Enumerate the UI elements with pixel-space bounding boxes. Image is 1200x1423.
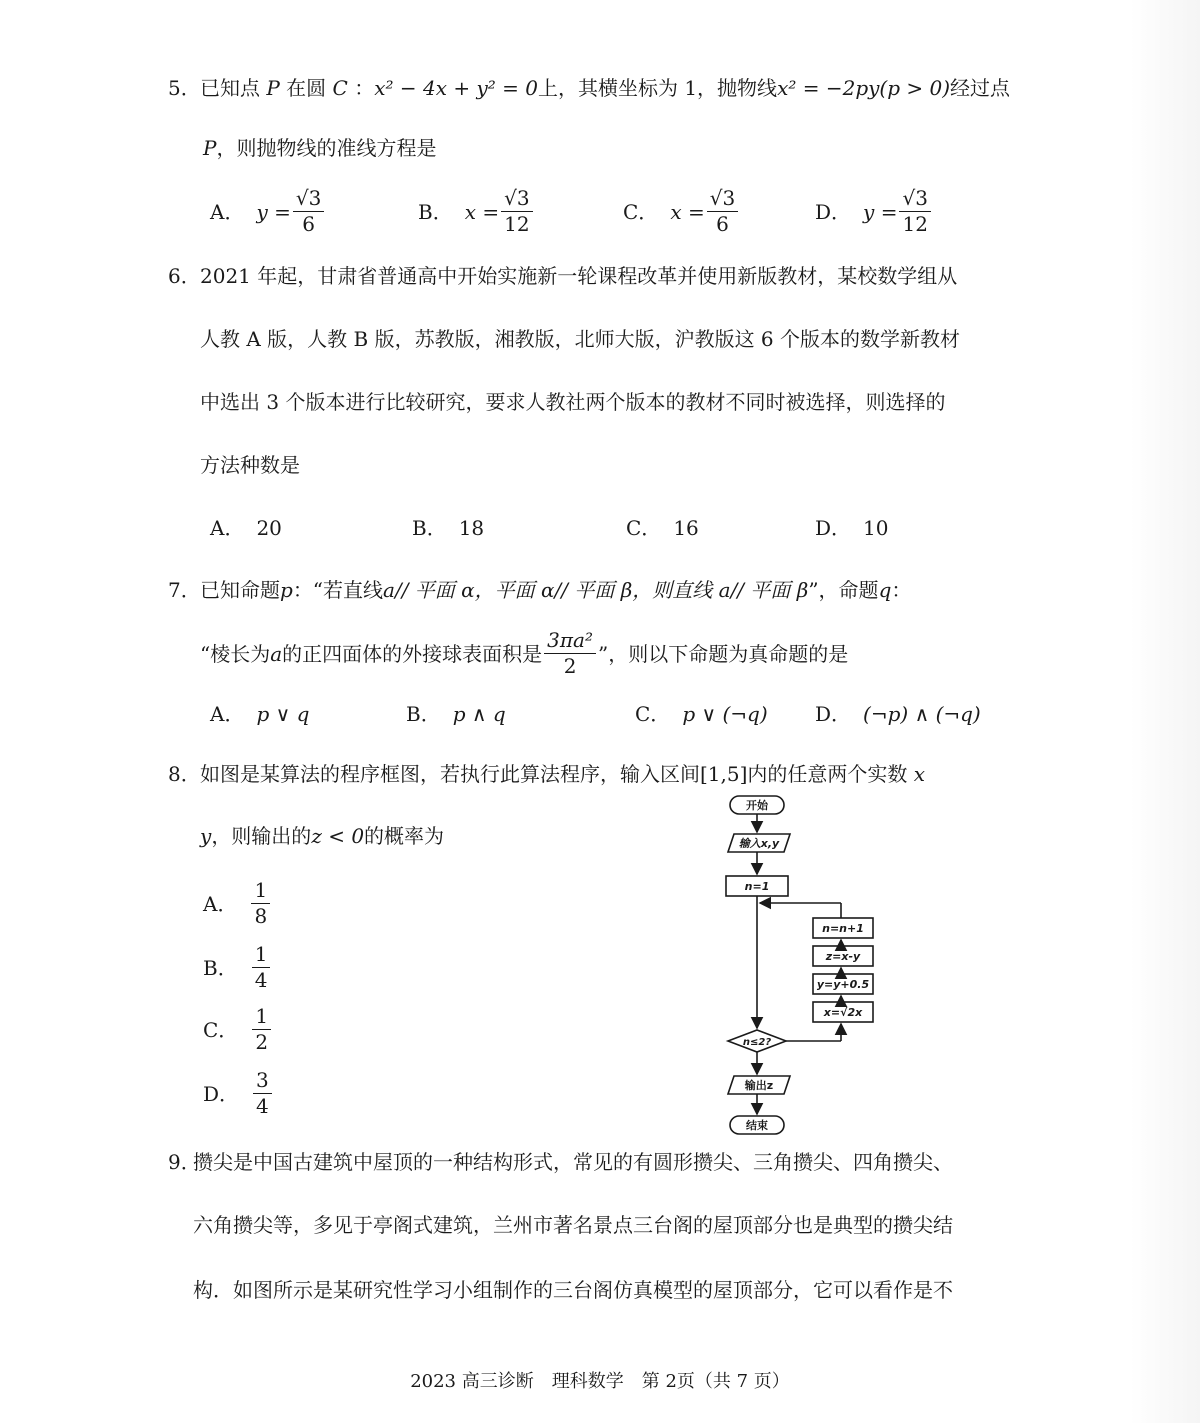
flow-decision-label: n≤2? (742, 1037, 772, 1048)
q5-line-1: 已知点 P 在圆 C ：x² − 4x + y² = 0上，其横坐标为 1，抛物线x² = −2py(p > 0)经过点 (200, 76, 1011, 100)
q7-option-b[interactable]: B． p ∧ q (406, 702, 506, 726)
flow-step2-label: z=x-y (825, 950, 861, 963)
q7-option-c[interactable]: C． p ∨ (¬q) (635, 702, 768, 726)
q9-line-1: 攒尖是中国古建筑中屋顶的一种结构形式，常见的有圆形攒尖、三角攒尖、四角攒尖、 (193, 1150, 953, 1174)
flowchart (700, 790, 920, 1140)
q6-number: 6． (168, 264, 201, 288)
q8-option-a[interactable]: A． $\frac{1}{8}$ (203, 880, 272, 927)
q5-option-b[interactable]: B． x = $\frac{√3}{12}$ (418, 188, 535, 235)
q8-option-b[interactable]: B． $\frac{1}{4}$ (203, 944, 272, 991)
q5-option-d[interactable]: D． y = $\frac{√3}{12}$ (815, 188, 933, 235)
q9-number: 9． (168, 1150, 201, 1174)
q7-option-d[interactable]: D． (¬p) ∧ (¬q) (815, 702, 981, 726)
flow-start-label: 开始 (746, 799, 768, 812)
q6-line-2: 人教 A 版，人教 B 版，苏教版，湘教版，北师大版，沪教版这 6 个版本的数学新教材 (200, 327, 961, 351)
q5-number: 5． (168, 76, 201, 100)
q5-line-2: P，则抛物线的准线方程是 (203, 136, 437, 160)
q7-line-2: “棱长为 a 的正四面体的外接球表面积是 $\frac{\text{3πa²}}{2}$ ”，则以下命题为真命题的是 (200, 628, 849, 678)
q9-line-3: 构．如图所示是某研究性学习小组制作的三台阁仿真模型的屋顶部分，它可以看作是不 (193, 1278, 953, 1302)
q6-line-1: 2021 年起，甘肃省普通高中开始实施新一轮课程改革并使用新版教材，某校数学组从 (200, 264, 958, 288)
flow-step4-label: x=√2x (823, 1006, 863, 1019)
flow-input-label: 输入x,y (738, 837, 780, 850)
q6-option-b[interactable]: B． 18 (412, 516, 485, 540)
flow-output-label: 输出z (744, 1079, 774, 1092)
flow-end-label: 结束 (746, 1119, 768, 1132)
q6-option-c[interactable]: C． 16 (626, 516, 699, 540)
q6-option-a[interactable]: A． 20 (210, 516, 282, 540)
q6-option-d[interactable]: D． 10 (815, 516, 889, 540)
page-edge-shadow (1130, 0, 1200, 1423)
q8-line-2: y，则输出的z < 0的概率为 (200, 824, 445, 848)
q8-line-1: 如图是某算法的程序框图，若执行此算法程序，输入区间[1,5]内的任意两个实数 x (200, 762, 926, 786)
q8-number: 8． (168, 762, 201, 786)
q5-option-a[interactable]: A． y = $\frac{√3}{6}$ (210, 188, 326, 235)
q8-option-d[interactable]: D． $\frac{3}{4}$ (203, 1070, 274, 1117)
q9-line-2: 六角攒尖等，多见于亭阁式建筑，兰州市著名景点三台阁的屋顶部分也是典型的攒尖结 (193, 1213, 953, 1237)
q8-option-c[interactable]: C． $\frac{1}{2}$ (203, 1006, 273, 1053)
page-footer: 2023 高三诊断 理科数学 第 2页（共 7 页） (410, 1371, 790, 1392)
q7-line-1: 已知命题p：“若直线a// 平面 α，平面 α// 平面 β，则直线 a// 平面 β”，命题q： (200, 578, 912, 602)
q7-number: 7． (168, 578, 201, 602)
q7-option-a[interactable]: A． p ∨ q (210, 702, 310, 726)
q6-line-4: 方法种数是 (200, 453, 300, 477)
flow-init-label: n=1 (744, 880, 770, 893)
flow-step3-label: y=y+0.5 (816, 978, 870, 991)
q6-line-3: 中选出 3 个版本进行比较研究，要求人教社两个版本的教材不同时被选择，则选择的 (200, 390, 946, 414)
q5-option-c[interactable]: C． x = $\frac{√3}{6}$ (623, 188, 740, 235)
flow-step1-label: n=n+1 (822, 922, 864, 935)
